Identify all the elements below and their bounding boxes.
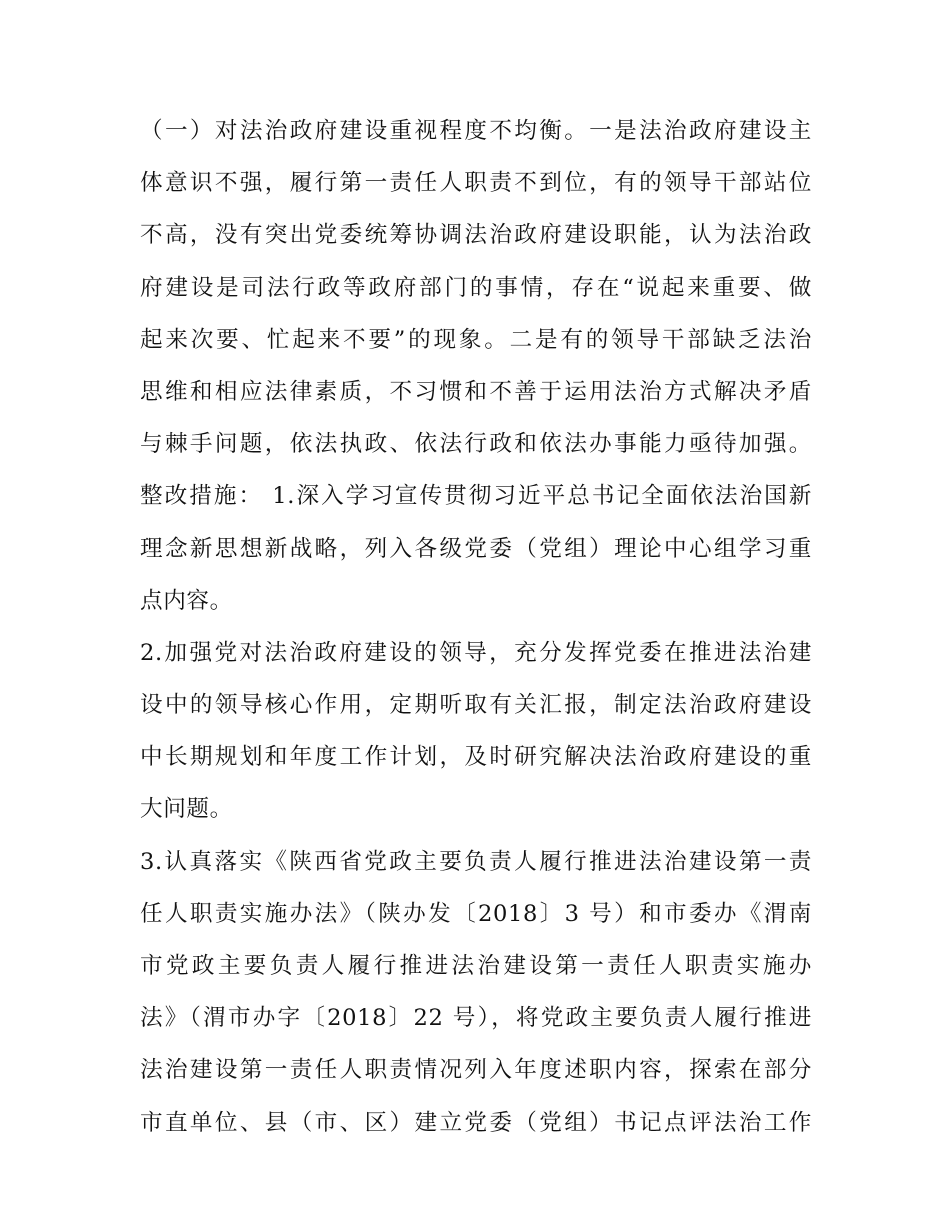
text-line: 法治建设第一责任人职责情况列入年度述职内容，探索在部分 [140, 1057, 812, 1084]
text-line: 任人职责实施办法》（陕办发〔2018〕3 号）和市委办《渭南 [140, 900, 812, 927]
text-line: 设中的领导核心作用，定期听取有关汇报，制定法治政府建设 [140, 692, 812, 719]
text-line: 点内容。 [140, 587, 233, 614]
text-line: 不高，没有突出党委统筹协调法治政府建设职能，认为法治政 [140, 222, 812, 249]
text-line: 2.加强党对法治政府建设的领导，充分发挥党委在推进法治建 [140, 639, 812, 666]
text-line: 整改措施： 1.深入学习宣传贯彻习近平总书记全面依法治国新 [140, 483, 812, 510]
text-line: 府建设是司法行政等政府部门的事情，存在“说起来重要、做 [140, 274, 812, 301]
text-line: 与棘手问题，依法执政、依法行政和依法办事能力亟待加强。 [140, 431, 812, 458]
text-line: （一）对法治政府建设重视程度不均衡。一是法治政府建设主 [140, 118, 812, 144]
text-line: 思维和相应法律素质，不习惯和不善于运用法治方式解决矛盾 [140, 378, 812, 405]
text-line: 3.认真落实《陕西省党政主要负责人履行推进法治建设第一责 [140, 848, 812, 875]
text-line: 体意识不强，履行第一责任人职责不到位，有的领导干部站位 [140, 170, 812, 197]
text-line: 市直单位、县（市、区）建立党委（党组）书记点评法治工作 [140, 1109, 812, 1136]
text-line: 法》（渭市办字〔2018〕22 号），将党政主要负责人履行推进 [140, 1005, 812, 1032]
text-line: 大问题。 [140, 796, 233, 823]
document-body [140, 105, 812, 1149]
text-line: 中长期规划和年度工作计划，及时研究解决法治政府建设的重 [140, 744, 812, 771]
text-line: 市党政主要负责人履行推进法治建设第一责任人职责实施办 [140, 953, 812, 979]
text-line: 起来次要、忙起来不要”的现象。二是有的领导干部缺乏法治 [140, 326, 812, 353]
text-line: 理念新思想新战略，列入各级党委（党组）理论中心组学习重 [140, 535, 812, 562]
